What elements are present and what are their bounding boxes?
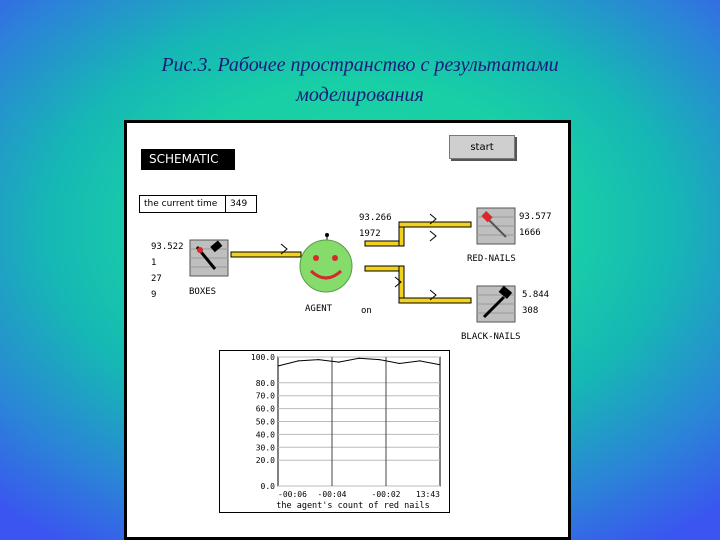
data-point [358, 358, 359, 359]
data-point [298, 360, 299, 361]
boxes-value-2: 1 [151, 258, 157, 268]
hammer-icon[interactable] [476, 285, 516, 323]
boxes-value-1: 93.522 [151, 242, 184, 252]
x-tick-label: 13:43 [415, 490, 440, 499]
data-point [379, 359, 380, 360]
black-nails-values [522, 287, 549, 319]
agent-value-1: 93.266 [359, 213, 392, 223]
start-button[interactable]: start [449, 135, 515, 159]
smiley-icon[interactable] [297, 229, 355, 293]
data-point [439, 364, 440, 365]
y-tick-label: 20.0 [255, 456, 275, 466]
x-tick-label: -00:02 [371, 490, 401, 499]
red-nails-value-1: 93.577 [519, 212, 552, 222]
data-point [318, 359, 319, 360]
boxes-label: BOXES [189, 287, 217, 297]
data-point [399, 363, 400, 364]
y-tick-label: 80.0 [255, 378, 275, 388]
data-point [338, 362, 339, 363]
y-tick-label: 30.0 [255, 443, 275, 453]
data-point [419, 360, 420, 361]
data-point [277, 365, 278, 366]
red-nails-values [519, 209, 552, 241]
x-tick-label: -00:06 [278, 490, 307, 499]
y-tick-label: 60.0 [255, 404, 275, 414]
black-nails-label: BLACK-NAILS [461, 332, 521, 342]
chart-svg [220, 351, 449, 512]
y-tick-label: 0.0 [260, 482, 275, 491]
flow-boxes-agent [231, 252, 301, 257]
black-nails-value-2: 308 [522, 306, 539, 316]
y-tick-label: 100.0 [250, 353, 275, 362]
figure-caption-line1: Рис.3. Рабочее пространство с результатами [161, 54, 559, 76]
series-line [278, 358, 440, 366]
schematic-title-bar: SCHEMATIC [141, 149, 235, 170]
red-nails-value-2: 1666 [519, 228, 541, 238]
x-axis-label: the agent's count of red nails [276, 501, 430, 511]
agent-value-2: 1972 [359, 229, 381, 239]
y-tick-label: 50.0 [255, 417, 275, 427]
x-tick-label: -00:04 [317, 490, 347, 499]
boxes-values [151, 239, 184, 303]
red-nails-chart [219, 350, 450, 513]
current-time-label: the current time [140, 196, 226, 212]
hammer-icon[interactable] [189, 239, 229, 277]
boxes-value-3: 27 [151, 274, 162, 284]
current-time-value: 349 [230, 199, 248, 209]
y-tick-label: 40.0 [255, 430, 275, 440]
agent-top-values [359, 210, 392, 242]
schematic-workspace [124, 120, 571, 540]
agent-label: AGENT [305, 304, 333, 314]
figure-caption-line2: моделирования [296, 84, 424, 106]
y-tick-label: 70.0 [255, 391, 275, 401]
red-nails-label: RED-NAILS [467, 254, 516, 264]
hammer-icon[interactable] [476, 207, 516, 245]
agent-status: on [361, 306, 372, 316]
boxes-value-4: 9 [151, 290, 157, 300]
black-nails-value-1: 5.844 [522, 290, 550, 300]
